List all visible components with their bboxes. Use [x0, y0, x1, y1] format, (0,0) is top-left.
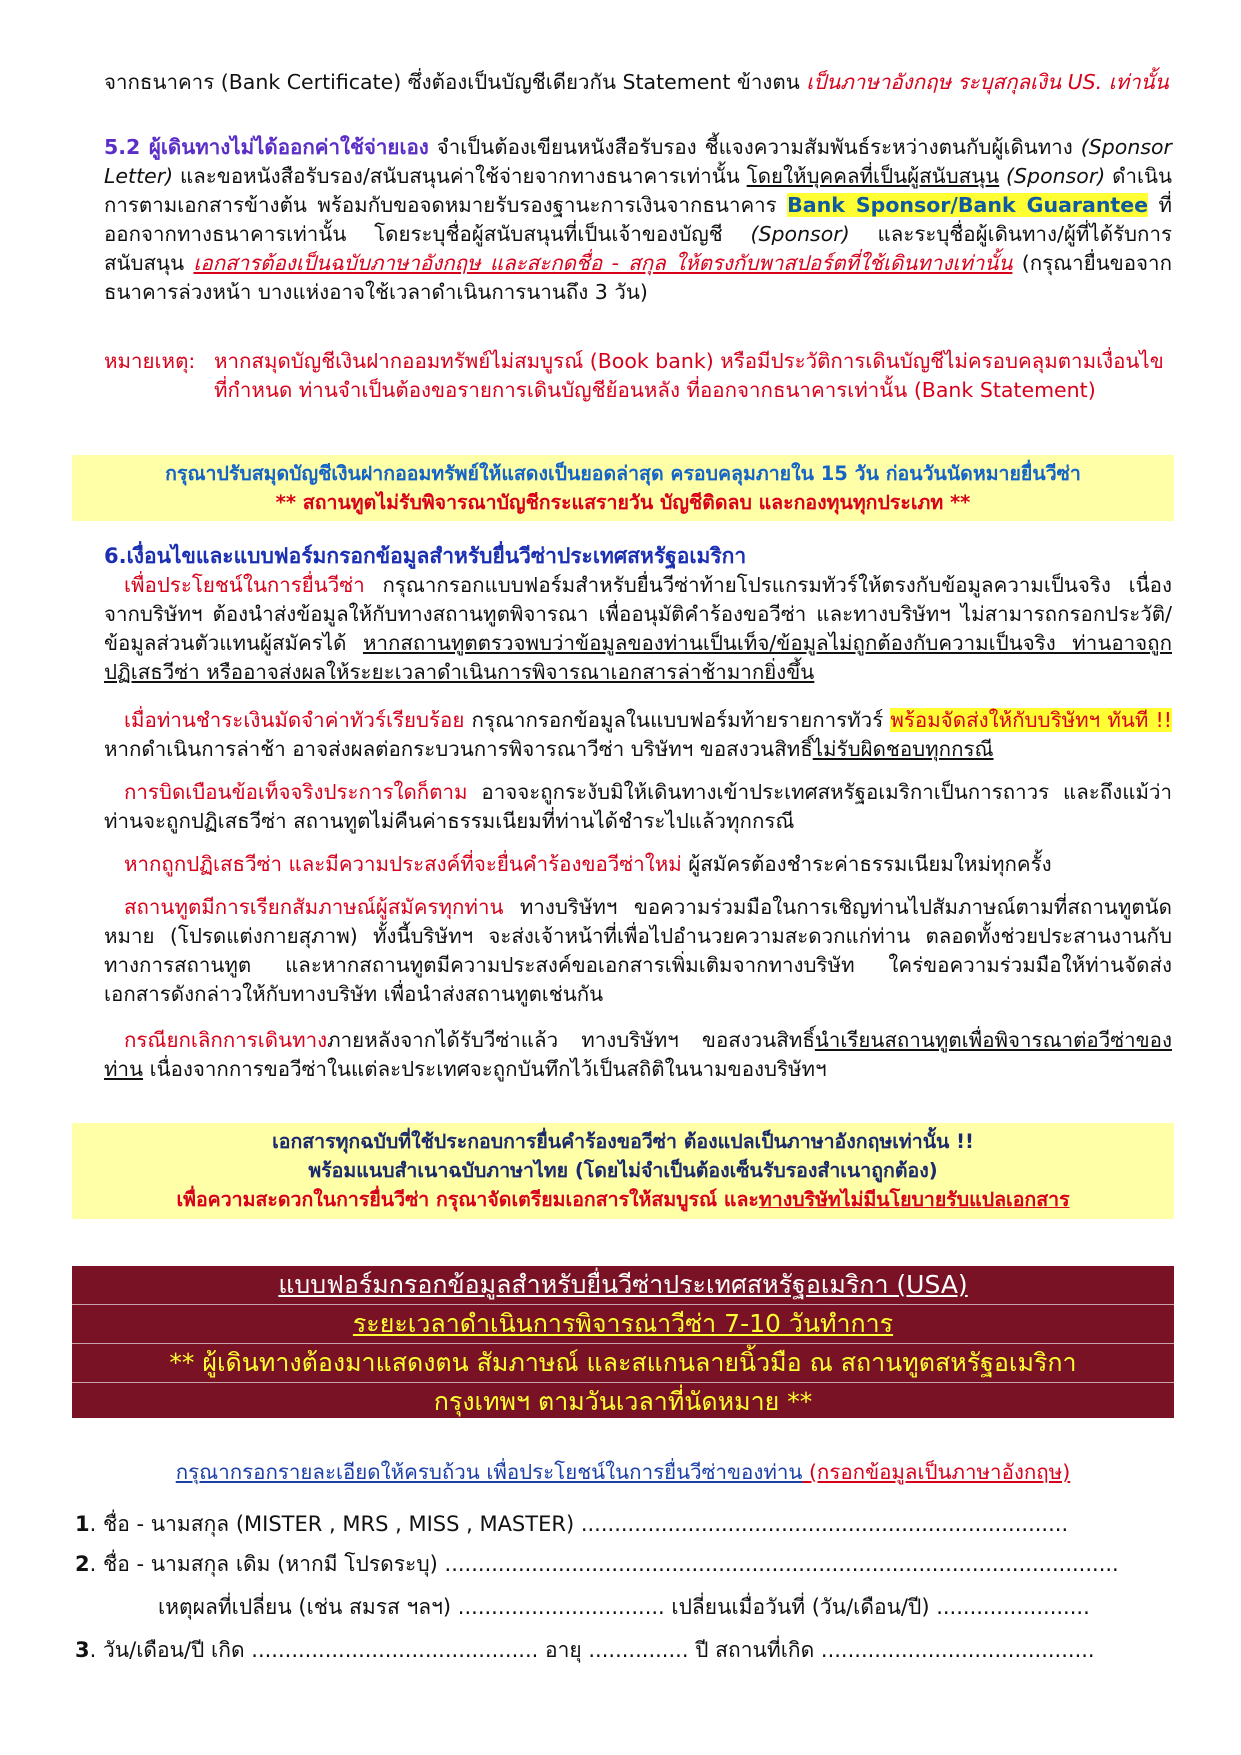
field-birth-line: . วัน/เดือน/ปี เกิด ........................................... อายุ ............... ปี สถานที่เกิด .........................................	[89, 1638, 1095, 1662]
field-number-3: 3	[75, 1638, 90, 1662]
p1-underlined-warning: หากสถานทูตตรวจพบว่าข้อมูลของท่านเป็นเท็จ/ข้อมูลไม่ถูกต้องกับความเป็นจริง ท่านอาจถูกปฏิเสธวีซ่า หรืออาจส่งผลให้ระยะเวลาดำเนินการพิจารณาเอกสารล่าช้ามากยิ่งขึ้น	[104, 631, 1172, 684]
instruction-text: กรุณากรอกรายละเอียดให้ครบถ้วน เพื่อประโยชน์ในการยื่นวีซ่าของท่าน	[175, 1460, 803, 1484]
sponsor-text-4: ที่ออกจากทางธนาคารเท่านั้น โดยระบุชื่อผู้สนับสนุนที่เป็นเจ้าของบัญชี	[104, 193, 1173, 246]
section-6-paragraph-2	[104, 706, 1172, 764]
p2-underlined: ไม่รับผิดชอบทุกกรณี	[812, 737, 994, 761]
bank-update-notice	[72, 455, 1174, 521]
translation-line-1: เอกสารทุกฉบับที่ใช้ประกอบการยื่นคำร้องขอวีซ่า ต้องแปลเป็นภาษาอังกฤษเท่านั้น !!	[272, 1130, 974, 1153]
sponsor-term: (Sponsor)	[999, 164, 1106, 188]
p2-text: กรุณากรอกข้อมูลในแบบฟอร์มท้ายรายการทัวร์	[464, 708, 891, 732]
p2-highlight: พร้อมจัดส่งให้กับบริษัทฯ ทันที !!	[890, 708, 1172, 732]
sponsor-owner-term: (Sponsor)	[750, 222, 850, 246]
bank-guarantee-highlight: Bank Sponsor/Bank Guarantee	[787, 193, 1149, 217]
sponsor-text-3: ดำเนินการตามเอกสารข้างต้น พร้อมกับขอจดหมายรับรองฐานะการเงินจากธนาคาร	[104, 164, 1172, 217]
p1-text: กรุณากรอกแบบฟอร์มสำหรับยื่นวีซ่าท้ายโปรแกรมทัวร์ให้ตรงกับข้อมูลความเป็นจริง เนื่องจากบริษัทฯ ต้องนำส่งข้อมูลให้กับทางสถานทูตพิจารณา เพื่ออนุมัติคำร้องขอวีซ่า และทางบริษัทฯ ไม่สามารถกรอกประวัติ/ข้อมูลส่วนตัวแทนผู้สมัครได้	[104, 573, 1172, 655]
banner-processing-time: ระยะเวลาดำเนินการพิจารณาวีซ่า 7-10 วันทำการ	[72, 1305, 1174, 1344]
banner-interview-note-2: กรุงเทพฯ ตามวันเวลาที่นัดหมาย **	[433, 1387, 813, 1416]
instruction-english-note: (กรอกข้อมูลเป็นภาษาอังกฤษ)	[802, 1460, 1071, 1484]
section-6-paragraph-5	[104, 893, 1172, 1009]
p3-red-lead: การบิดเบือนข้อเท็จจริงประการใดก็ตาม	[124, 780, 468, 804]
note-label: หมายเหตุ:	[104, 349, 196, 373]
p5-red-lead: สถานทูตมีการเรียกสัมภาษณ์ผู้สมัครทุกท่าน	[124, 895, 504, 919]
bank-certificate-text: จากธนาคาร (Bank Certificate) ซึ่งต้องเป็นบัญชีเดียวกัน Statement ข้างตน	[104, 70, 807, 94]
p5-text: ทางบริษัทฯ ขอความร่วมมือในการเชิญท่านไปสัมภาษณ์ตามที่สถานทูตนัดหมาย (โปรดแต่งกายสุภาพ) ทั้งนี้บริษัทฯ จะส่งเจ้าหน้าที่เพื่อไปอำนวยความสะดวกแก่ท่าน ตลอดทั้งช่วยประสานงานกับทางการสถานทูต และหากสถานทูตมีความประสงค์ขอเอกสารเพิ่มเติมจากทางบริษัท ใคร่ขอความร่วมมือให้ท่านจัดส่งเอกสารดังกล่าวให้กับทางบริษัท เพื่อนำส่งสถานทูตเช่นกัน	[104, 895, 1172, 1006]
section-5-2-heading: 5.2 ผู้เดินทางไม่ได้ออกค่าใช้จ่ายเอง	[104, 135, 429, 159]
translation-line-3-text: เพื่อความสะดวกในการยื่นวีซ่า กรุณาจัดเตรียมเอกสารให้สมบูรณ์ และ	[176, 1188, 759, 1211]
usa-form-banner	[72, 1266, 1174, 1418]
no-translation-policy: ทางบริษัทไม่มีนโยบายรับแปลเอกสาร	[758, 1188, 1070, 1211]
bank-update-line: กรุณาปรับสมุดบัญชีเงินฝากออมทรัพย์ให้แสดงเป็นยอดล่าสุด ครอบคลุมภายใน 15 วัน ก่อนวันนัดหมายยื่นวีซ่า	[165, 462, 1081, 485]
field-name-line: . ชื่อ - นามสกุล (MISTER , MRS , MISS , MASTER) .........................................................................	[89, 1512, 1069, 1536]
translation-line-2: พร้อมแนบสำเนาฉบับภาษาไทย (โดยไม่จำเป็นต้องเซ็นรับรองสำเนาถูกต้อง)	[308, 1159, 938, 1182]
field-former-name-line: . ชื่อ - นามสกุล เดิม (หากมี โปรดระบุ) .....................................................................................................	[89, 1552, 1119, 1576]
bank-certificate-paragraph	[104, 68, 1172, 97]
form-field-name[interactable]	[75, 1510, 1175, 1538]
p1-red-lead: เพื่อประโยชน์ในการยื่นวีซ่า	[124, 573, 365, 597]
form-instruction	[72, 1458, 1174, 1486]
bank-lead-time-note: (กรุณายื่นขอจากธนาคารล่วงหน้า บางแห่งอาจใช้เวลาดำเนินการนานถึง 3 วัน)	[104, 251, 1172, 304]
sponsor-text-2: และขอหนังสือรับรอง/สนับสนุนค่าใช้จ่ายจากทางธนาคารเท่านั้น	[173, 164, 747, 188]
section-6-heading: 6.เงื่อนไขและแบบฟอร์มกรอกข้อมูลสำหรับยื่นวีซ่าประเทศสหรัฐอเมริกา	[104, 544, 747, 568]
form-field-change-reason[interactable]: เหตุผลที่เปลี่ยน (เช่น สมรส ฯลฯ) ............................... เปลี่ยนเมื่อวันที่ (วัน/เดือน/ปี) .......................	[158, 1595, 1090, 1619]
sponsor-letter-term: (Sponsor Letter)	[104, 135, 1172, 188]
section-6-paragraph-4	[104, 850, 1172, 879]
translation-line-3	[72, 1185, 1174, 1214]
currency-note: เป็นภาษาอังกฤษ ระบุสกุลเงิน US. เท่านั้น	[806, 70, 1169, 94]
section-6-paragraph-3	[104, 778, 1172, 836]
section-6-paragraph-6	[104, 1026, 1172, 1084]
sponsor-underlined: โดยให้บุคคลที่เป็นผู้สนับสนุน	[746, 164, 1000, 188]
sponsor-text-5: และระบุชื่อผู้เดินทาง/ผู้ที่ได้รับการสนับสนุน	[104, 222, 1172, 275]
p4-red-lead: หากถูกปฏิเสธวีซ่า และมีความประสงค์ที่จะยื่นคำร้องขอวีซ่าใหม่	[124, 852, 682, 876]
form-field-former-name[interactable]	[75, 1550, 1175, 1578]
banner-title: แบบฟอร์มกรอกข้อมูลสำหรับยื่นวีซ่าประเทศสหรัฐอเมริกา (USA)	[72, 1266, 1174, 1305]
note-block	[104, 347, 1172, 405]
p4-text: ผู้สมัครต้องชำระค่าธรรมเนียมใหม่ทุกครั้ง	[681, 852, 1052, 876]
account-exclusion-line: ** สถานทูตไม่รับพิจารณาบัญชีกระแสรายวัน บัญชีติดลบ และกองทุนทุกประเภท **	[275, 491, 971, 514]
sponsor-text-1: จำเป็นต้องเขียนหนังสือรับรอง ชี้แจงความสัมพันธ์ระหว่างตนกับผู้เดินทาง	[428, 135, 1081, 159]
passport-name-warning: เอกสารต้องเป็นฉบับภาษาอังกฤษ และสะกดชื่อ - สกุล ให้ตรงกับพาสปอร์ตที่ใช้เดินทางเท่านั้น	[193, 251, 1013, 275]
p6-text: ภายหลังจากได้รับวีซ่าแล้ว ทางบริษัทฯ ขอสงวนสิทธิ์	[327, 1028, 815, 1052]
field-number-2: 2	[75, 1552, 90, 1576]
p6-text-2: เนื่องจากการขอวีซ่าในแต่ละประเทศจะถูกบันทึกไว้เป็นสถิติในนามของบริษัทฯ	[143, 1057, 827, 1081]
section-6-paragraph-1	[104, 571, 1172, 687]
note-text: หากสมุดบัญชีเงินฝากออมทรัพย์ไม่สมบูรณ์ (Book bank) หรือมีประวัติการเดินบัญชีไม่ครอบคลุมตามเงื่อนไขที่กำหนด ท่านจำเป็นต้องขอรายการเดินบัญชีย้อนหลัง ที่ออกจากธนาคารเท่านั้น (Bank Statement)	[214, 349, 1164, 402]
form-field-birth[interactable]	[75, 1636, 1175, 1664]
p3-text: อาจจะถูกระงับมิให้เดินทางเข้าประเทศสหรัฐอเมริกาเป็นการถาวร และถึงแม้ว่าท่านจะถูกปฏิเสธวีซ่า สถานทูตไม่คืนค่าธรรมเนียมที่ท่านได้ชำระไปแล้วทุกกรณี	[104, 780, 1172, 833]
p6-underlined: นำเรียนสถานทูตเพื่อพิจารณาต่อวีซ่าของท่าน	[104, 1028, 1172, 1081]
field-number-1: 1	[75, 1512, 90, 1536]
p6-red-lead: กรณียกเลิกการเดินทาง	[124, 1028, 328, 1052]
p2-text-2: หากดำเนินการล่าช้า อาจส่งผลต่อกระบวนการพิจารณาวีซ่า บริษัทฯ ขอสงวนสิทธิ์	[104, 737, 813, 761]
sponsor-section	[104, 133, 1172, 307]
translation-notice	[72, 1123, 1174, 1219]
p2-red-lead: เมื่อท่านชำระเงินมัดจำค่าทัวร์เรียบร้อย	[124, 708, 465, 732]
banner-interview-note: ** ผู้เดินทางต้องมาแสดงตน สัมภาษณ์ และสแกนลายนิ้วมือ ณ สถานทูตสหรัฐอเมริกา	[72, 1344, 1174, 1383]
